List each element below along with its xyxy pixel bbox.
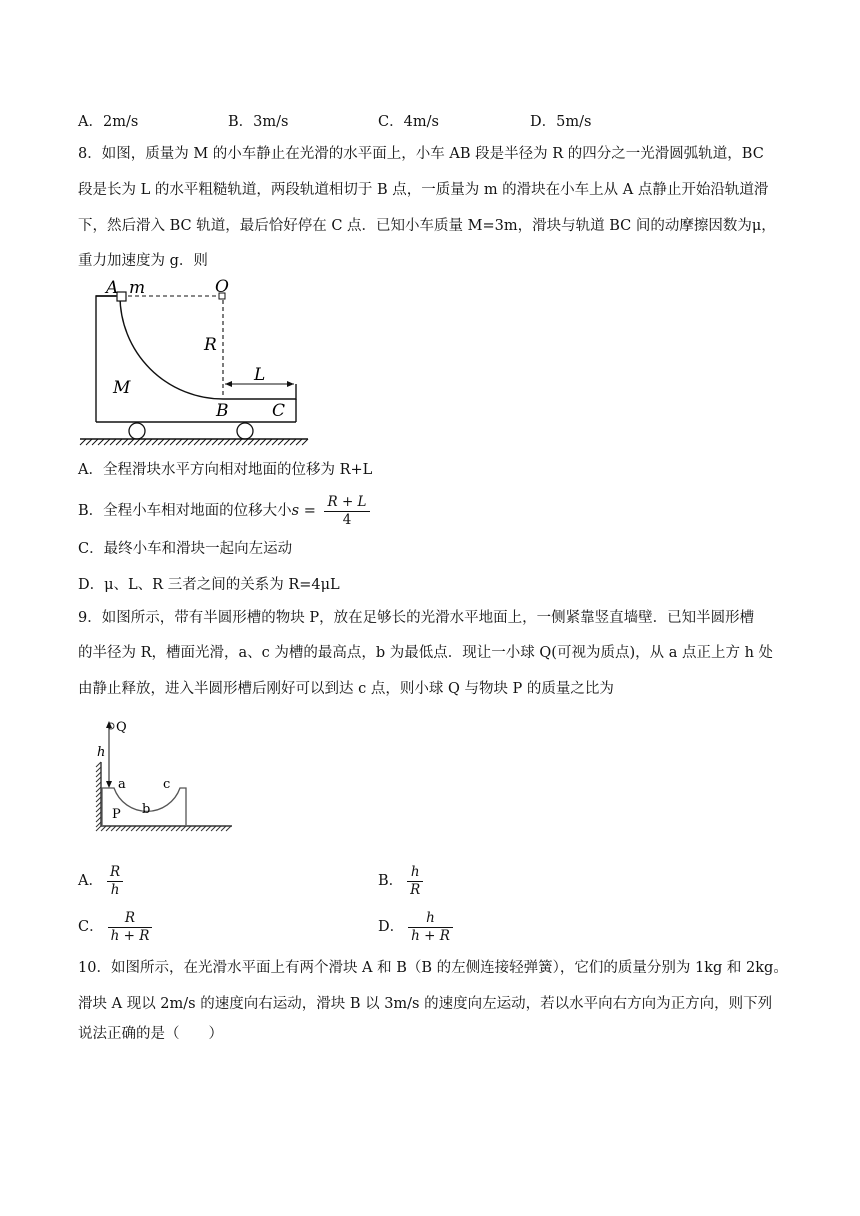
q8-stem-line-1: 8．如图，质量为 M 的小车静止在光滑的水平面上，小车 AB 段是半径为 R 的四分之一光滑圆弧轨道，BC bbox=[78, 146, 764, 162]
wall-hatch-mark bbox=[96, 767, 101, 772]
ground-hatch-mark bbox=[134, 439, 140, 445]
ground-hatch-mark bbox=[181, 826, 186, 831]
q9-option-b-letter: B． bbox=[378, 873, 404, 889]
q9-option-c-numerator: R bbox=[108, 910, 153, 928]
wall-hatch-mark bbox=[96, 787, 101, 792]
q9-option-b-numerator: h bbox=[407, 864, 423, 882]
q9-figure-semicircle-groove bbox=[92, 714, 242, 838]
ground-hatch-mark bbox=[236, 439, 242, 445]
q9-option-c-denominator: h + R bbox=[110, 927, 150, 944]
q7-option-d: D．5m/s bbox=[530, 114, 592, 130]
q10-stem-line-3: 说法正确的是（ ） bbox=[78, 1026, 223, 1042]
q7-options bbox=[78, 112, 778, 132]
q8-option-b-numerator: R + L bbox=[324, 494, 369, 512]
q9-option-d-numerator: h bbox=[408, 910, 453, 928]
ground-hatch-mark bbox=[226, 826, 231, 831]
ground-hatch-mark bbox=[216, 826, 221, 831]
ground-hatch-mark bbox=[212, 439, 218, 445]
ground-hatch-mark bbox=[121, 826, 126, 831]
ground-hatch-mark bbox=[128, 439, 134, 445]
q10-stem-line-2: 滑块 A 现以 2m/s 的速度向右运动，滑块 B 以 3m/s 的速度向左运动，若以水平向右方向为正方向，则下列 bbox=[78, 996, 773, 1012]
q8-slider-block bbox=[117, 292, 126, 301]
ground-hatch-mark bbox=[92, 439, 98, 445]
ground-hatch-mark bbox=[218, 439, 224, 445]
ground-hatch-mark bbox=[156, 826, 161, 831]
wall-hatch-mark bbox=[96, 797, 101, 802]
ground-hatch-mark bbox=[170, 439, 176, 445]
ground-hatch-mark bbox=[111, 826, 116, 831]
ground-hatch-mark bbox=[266, 439, 272, 445]
ground-hatch-mark bbox=[141, 826, 146, 831]
wall-hatch-mark bbox=[96, 812, 101, 817]
q8-right-wheel bbox=[237, 423, 253, 439]
ground-hatch-mark bbox=[302, 439, 308, 445]
q8-figure-cart bbox=[78, 276, 318, 448]
ground-hatch-mark bbox=[164, 439, 170, 445]
wall-hatch-mark bbox=[96, 792, 101, 797]
ground-hatch-mark bbox=[194, 439, 200, 445]
ground-hatch-mark bbox=[196, 826, 201, 831]
ground-hatch-mark bbox=[296, 439, 302, 445]
q9-label-Q: Q bbox=[116, 720, 127, 735]
q8-option-b-prefix: B．全程小车相对地面的位移大小 bbox=[78, 503, 292, 519]
wall-hatch-mark bbox=[96, 777, 101, 782]
ground-hatch-mark bbox=[131, 826, 136, 831]
ground-hatch-mark bbox=[188, 439, 194, 445]
q7-option-a: A．2m/s bbox=[78, 114, 139, 130]
q8-label-O: O bbox=[215, 277, 229, 297]
ground-hatch-mark bbox=[136, 826, 141, 831]
q9-option-b bbox=[378, 862, 423, 900]
ground-hatch-mark bbox=[248, 439, 254, 445]
ground-hatch-mark bbox=[146, 439, 152, 445]
q8-option-b bbox=[78, 493, 370, 529]
ground-hatch-mark bbox=[152, 439, 158, 445]
ground-hatch-mark bbox=[98, 439, 104, 445]
ground-hatch-mark bbox=[151, 826, 156, 831]
q9-label-a: a bbox=[118, 777, 126, 792]
ground-hatch-mark bbox=[186, 826, 191, 831]
ground-hatch-mark bbox=[80, 439, 86, 445]
q9-option-d-denominator: h + R bbox=[411, 927, 450, 944]
q9-label-c: c bbox=[163, 777, 171, 792]
q8-label-M: M bbox=[113, 378, 131, 398]
ground-hatch-mark bbox=[260, 439, 266, 445]
ground-hatch-mark bbox=[221, 826, 226, 831]
ground-hatch-mark bbox=[161, 826, 166, 831]
q9-stem-line-2: 的半径为 R，槽面光滑，a、c 为槽的最高点，b 为最低点．现让一小球 Q(可视为质点)，从 a 点正上方 h 处 bbox=[78, 645, 774, 661]
ground-hatch-mark bbox=[290, 439, 296, 445]
ground-hatch-mark bbox=[206, 439, 212, 445]
q8-label-A: A bbox=[106, 278, 119, 298]
q8-label-R: R bbox=[204, 335, 217, 355]
q9-stem-line-3: 由静止释放，进入半圆形槽后刚好可以到达 c 点，则小球 Q 与物块 P 的质量之比为 bbox=[78, 681, 614, 697]
ground-hatch-mark bbox=[211, 826, 216, 831]
ground-hatch-mark bbox=[122, 439, 128, 445]
q9-stem-line-1: 9．如图所示，带有半圆形槽的物块 P，放在足够长的光滑水平地面上，一侧紧靠竖直墙壁．已知半圆形槽 bbox=[78, 610, 755, 626]
ground-hatch-mark bbox=[140, 439, 146, 445]
ground-hatch-mark bbox=[116, 439, 122, 445]
wall-hatch-mark bbox=[96, 772, 101, 777]
q9-label-h: h bbox=[97, 745, 106, 760]
ground-hatch-mark bbox=[116, 826, 121, 831]
ground-hatch-mark bbox=[176, 439, 182, 445]
q9-option-a-numerator: R bbox=[107, 864, 123, 882]
ground-hatch-mark bbox=[166, 826, 171, 831]
q8-option-a: A．全程滑块水平方向相对地面的位移为 R+L bbox=[78, 462, 373, 478]
q8-label-B: B bbox=[216, 401, 229, 421]
q9-option-c-fraction bbox=[108, 910, 153, 945]
ground-hatch-mark bbox=[176, 826, 181, 831]
q9-label-b: b bbox=[142, 802, 151, 817]
q9-option-d-fraction bbox=[408, 910, 453, 945]
ground-hatch-mark bbox=[104, 439, 110, 445]
q9-label-P: P bbox=[112, 807, 121, 822]
ground-hatch-mark bbox=[191, 826, 196, 831]
ground-hatch-mark bbox=[146, 826, 151, 831]
q9-option-a-letter: A． bbox=[78, 873, 103, 889]
q10-stem-line-1: 10．如图所示，在光滑水平面上有两个滑块 A 和 B（B 的左侧连接轻弹簧），它们的质量分别为 1kg 和 2kg。 bbox=[78, 960, 788, 976]
ground-hatch-mark bbox=[126, 826, 131, 831]
ground-hatch-mark bbox=[242, 439, 248, 445]
q8-stem-line-4: 重力加速度为 g．则 bbox=[78, 253, 208, 269]
q9-option-c-letter: C． bbox=[78, 919, 104, 935]
wall-hatch-mark bbox=[96, 782, 101, 787]
q8-option-b-eq: = bbox=[299, 503, 321, 519]
ground-hatch-mark bbox=[200, 439, 206, 445]
ground-hatch-mark bbox=[171, 826, 176, 831]
q7-option-c: C．4m/s bbox=[378, 114, 439, 130]
q8-stem-line-3: 下，然后滑入 BC 轨道，最后恰好停在 C 点．已知小车质量 M=3m，滑块与轨道 BC 间的动摩擦因数为μ， bbox=[78, 218, 776, 234]
ground-hatch-mark bbox=[86, 439, 92, 445]
q9-option-a-fraction bbox=[107, 864, 123, 899]
q9-option-d-letter: D． bbox=[378, 919, 405, 935]
q8-label-C: C bbox=[272, 401, 286, 421]
ground-hatch-mark bbox=[272, 439, 278, 445]
q8-left-wheel bbox=[129, 423, 145, 439]
ground-hatch-mark bbox=[106, 826, 111, 831]
q9-option-c bbox=[78, 908, 152, 946]
q8-stem-line-2: 段是长为 L 的水平粗糙轨道，两段轨道相切于 B 点，一质量为 m 的滑块在小车上从 A 点静止开始沿轨道滑 bbox=[78, 182, 769, 198]
ground-hatch-mark bbox=[284, 439, 290, 445]
ground-hatch-mark bbox=[182, 439, 188, 445]
q8-label-L: L bbox=[254, 365, 266, 385]
q8-option-c: C．最终小车和滑块一起向左运动 bbox=[78, 541, 293, 557]
ground-hatch-mark bbox=[278, 439, 284, 445]
wall-hatch-mark bbox=[96, 807, 101, 812]
q9-option-b-fraction bbox=[407, 864, 423, 899]
ground-hatch-mark bbox=[158, 439, 164, 445]
q8-option-d: D．μ、L、R 三者之间的关系为 R=4μL bbox=[78, 577, 340, 593]
q7-option-b: B．3m/s bbox=[228, 114, 289, 130]
ground-hatch-mark bbox=[230, 439, 236, 445]
ground-hatch-mark bbox=[201, 826, 206, 831]
q8-option-b-denominator: 4 bbox=[342, 511, 352, 528]
ground-hatch-mark bbox=[224, 439, 230, 445]
ground-hatch-mark bbox=[206, 826, 211, 831]
ground-hatch-mark bbox=[101, 826, 106, 831]
ground-hatch-mark bbox=[110, 439, 116, 445]
q8-label-m: m bbox=[129, 278, 146, 298]
ground-hatch-mark bbox=[254, 439, 260, 445]
wall-hatch-mark bbox=[96, 817, 101, 822]
q9-option-a bbox=[78, 862, 123, 900]
q8-option-b-var: s bbox=[291, 503, 300, 519]
q8-option-b-fraction bbox=[324, 494, 369, 529]
wall-hatch-mark bbox=[96, 802, 101, 807]
wall-hatch-mark bbox=[96, 762, 101, 767]
q9-option-a-denominator: h bbox=[110, 881, 120, 898]
q9-option-d bbox=[378, 908, 453, 946]
q9-option-b-denominator: R bbox=[410, 881, 421, 898]
